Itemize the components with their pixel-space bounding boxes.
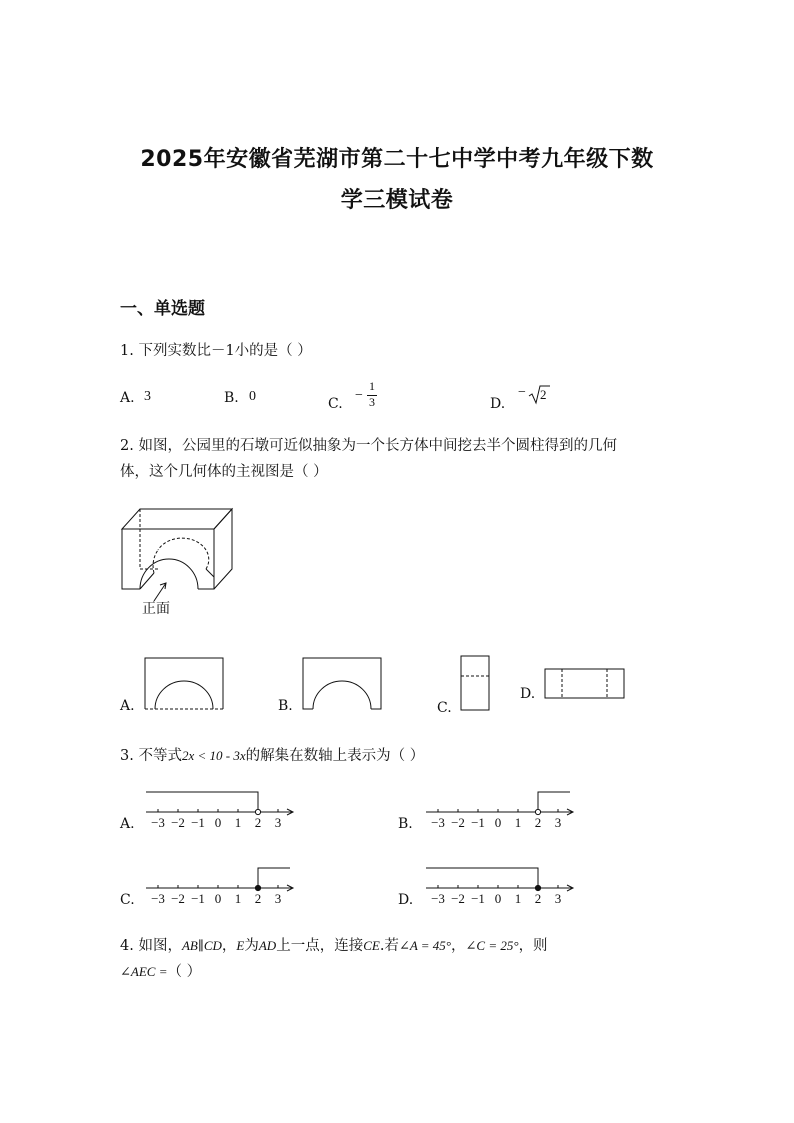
axis-tick-label: 0: [214, 815, 222, 830]
open-endpoint: [535, 809, 540, 814]
number-line-axis: [426, 868, 573, 891]
number-line-axis: [146, 868, 293, 891]
q3-option-d-letter: D.: [398, 892, 414, 908]
q2-option-a-view: [144, 657, 226, 711]
solution-ray: [258, 868, 290, 888]
q4-math-ab-cd: AB∥CD: [181, 938, 222, 953]
q1-option-c-denominator: 3: [369, 395, 375, 409]
number-line-axis: [146, 792, 293, 815]
solution-ray: [426, 868, 538, 888]
q2-stem-line1: 2. 如图，公园里的石墩可近似抽象为一个长方体中间挖去半个圆柱得到的几何: [120, 438, 617, 454]
q3-option-d-number-line: [426, 862, 576, 908]
q3-option-c-letter: C.: [120, 892, 135, 908]
q4-math-angle-a: ∠A = 45°: [398, 938, 452, 953]
q4-text-2: ，: [221, 938, 237, 954]
q1-option-b-value: 0: [249, 389, 256, 404]
axis-tick-label: −2: [451, 891, 465, 906]
q4-answer-paren: （ ）: [167, 964, 202, 980]
axis-tick-label: −2: [171, 891, 185, 906]
q3-option-a-number-line: [146, 786, 296, 832]
axis-tick-label: −3: [151, 815, 165, 830]
q3-stem-suffix: 的解集在数轴上表示为（ ）: [245, 748, 425, 764]
axis-tick-label: 3: [554, 815, 562, 830]
q1-option-c-numerator: 1: [369, 379, 375, 393]
sqrt-sign-icon: [528, 384, 550, 406]
axis-tick-label: −1: [471, 891, 485, 906]
axis-tick-label: −1: [191, 891, 205, 906]
q4-math-ce: CE: [363, 938, 380, 953]
q2-option-c-letter: C.: [437, 700, 452, 716]
page-title-line1: 2025年安徽省芜湖市第二十七中学中考九年级下数: [140, 147, 654, 172]
q4-stem-line2: [120, 960, 201, 984]
axis-tick-label: 3: [274, 891, 282, 906]
q2-option-b-view: [302, 657, 384, 711]
axis-tick-label: 3: [554, 891, 562, 906]
q1-option-d-letter: D.: [490, 396, 506, 412]
axis-tick-label: −2: [451, 815, 465, 830]
axis-tick-label: 1: [514, 891, 522, 906]
q1-option-a-letter: A.: [120, 390, 135, 406]
q1-option-d-minus: −: [518, 385, 526, 400]
q4-math-e: E: [236, 938, 245, 953]
q3-option-c-number-line: [146, 862, 296, 908]
axis-tick-label: −2: [171, 815, 185, 830]
q4-text-1: 4. 如图，: [120, 938, 182, 954]
q4-text-6: ，: [451, 938, 466, 954]
closed-endpoint: [255, 885, 260, 890]
open-endpoint: [255, 809, 260, 814]
axis-tick-label: 2: [534, 815, 542, 830]
q4-math-angle-c: ∠C = 25°: [465, 938, 519, 953]
axis-tick-label: 2: [534, 891, 542, 906]
axis-tick-label: 2: [254, 815, 262, 830]
axis-tick-label: 1: [514, 815, 522, 830]
q2-stem-line2: 体，这个几何体的主视图是（ ）: [120, 464, 328, 480]
q1-option-c-letter: C.: [328, 396, 343, 412]
q1-option-d-radicand: 2: [540, 387, 547, 402]
q4-text-4: 上一点，连接: [276, 938, 364, 954]
q2-option-d-letter: D.: [520, 686, 536, 702]
axis-tick-label: 0: [214, 891, 222, 906]
q3-inequality: 2x < 10 - 3x: [181, 748, 246, 763]
q4-text-3: 为: [244, 938, 259, 954]
solution-ray: [538, 792, 570, 812]
number-line-axis: [426, 792, 573, 815]
q2-option-b-letter: B.: [278, 698, 293, 714]
solution-ray: [146, 792, 258, 812]
q4-text-5: .若: [379, 938, 399, 954]
axis-tick-label: 1: [234, 891, 242, 906]
q3-stem: [120, 744, 424, 768]
stone-block-3d-figure: [118, 505, 238, 615]
closed-endpoint: [535, 885, 540, 890]
axis-tick-label: 3: [274, 815, 282, 830]
axis-tick-label: −3: [431, 815, 445, 830]
q2-figure-front-label: 正面: [142, 601, 170, 617]
q2-option-a-letter: A.: [120, 698, 135, 714]
q1-option-b-letter: B.: [224, 390, 239, 406]
axis-tick-label: 0: [494, 891, 502, 906]
q1-stem: 1. 下列实数比－1小的是（ ）: [120, 343, 312, 359]
q4-math-ad: AD: [258, 938, 277, 953]
axis-tick-label: 2: [254, 891, 262, 906]
axis-tick-label: 0: [494, 815, 502, 830]
axis-tick-label: 1: [234, 815, 242, 830]
q3-stem-prefix: 3. 不等式: [120, 748, 182, 764]
q3-option-b-number-line: [426, 786, 576, 832]
q1-option-c-minus: −: [355, 388, 363, 403]
q4-stem-line1: [120, 934, 548, 958]
axis-tick-label: −3: [151, 891, 165, 906]
q2-option-c-view: [460, 655, 492, 713]
q4-text-7: ，则: [518, 938, 548, 954]
q4-math-angle-aec: ∠AEC =: [120, 964, 168, 979]
q3-option-a-letter: A.: [120, 816, 135, 832]
axis-tick-label: −3: [431, 891, 445, 906]
axis-tick-label: −1: [191, 815, 205, 830]
page-title-line2: 学三模试卷: [340, 188, 454, 213]
q2-option-d-view: [544, 668, 626, 700]
q1-option-a-value: 3: [144, 389, 151, 404]
section-heading: 一、单选题: [120, 299, 205, 319]
axis-tick-label: −1: [471, 815, 485, 830]
q3-option-b-letter: B.: [398, 816, 413, 832]
